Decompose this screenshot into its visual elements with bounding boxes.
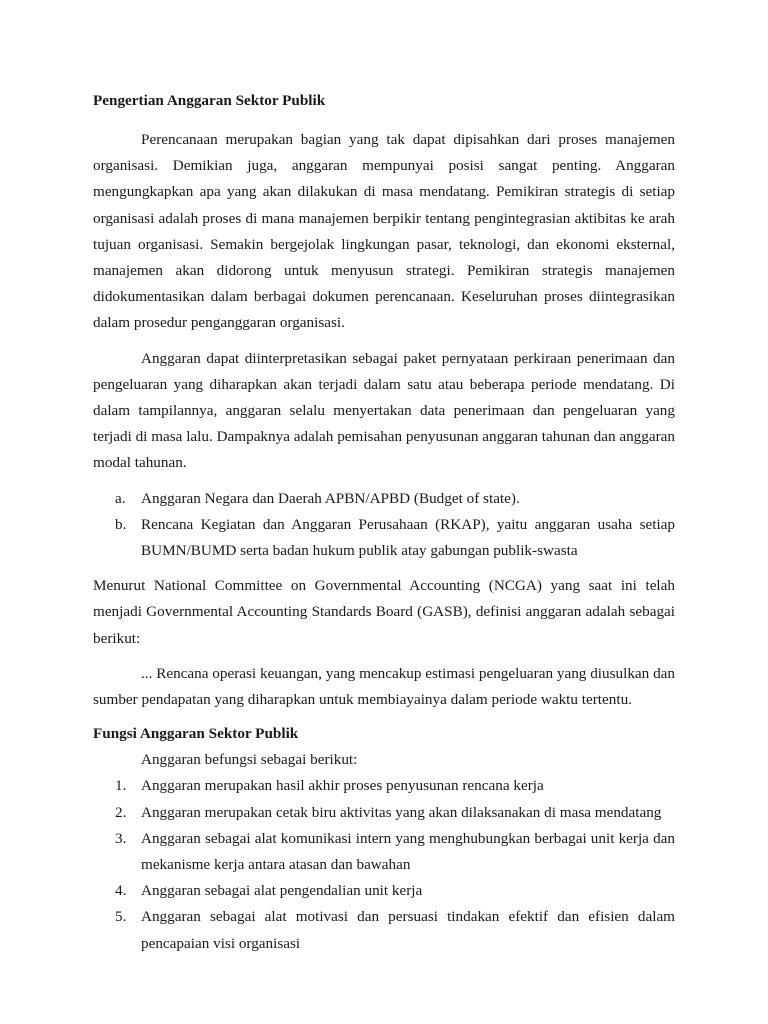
list-marker: 1. bbox=[115, 777, 127, 795]
list-marker: a. bbox=[115, 489, 126, 507]
list-item-text: Anggaran sebagai alat motivasi dan persuasi tindakan efektif dan efisien dalam pencapaian visi organisasi bbox=[141, 908, 675, 952]
list-item bbox=[93, 904, 675, 956]
list-item-text: Anggaran Negara dan Daerah APBN/APBD (Budget of state). bbox=[141, 489, 520, 507]
list-item bbox=[93, 878, 675, 904]
list-marker: 5. bbox=[115, 908, 127, 926]
list-item bbox=[93, 773, 675, 799]
list-item-text: Rencana Kegiatan dan Anggaran Perusahaan (RKAP), yaitu anggaran usaha setiap BUMN/BUMD serta badan hukum publik atay gabungan publik-swasta bbox=[141, 515, 675, 560]
section1-paragraph-3: Menurut National Committee on Governmental Accounting (NCGA) yang saat ini telah menjadi Governmental Accounting Standards Board (GASB), definisi anggaran adalah sebagai berikut: bbox=[93, 577, 675, 647]
section1-list bbox=[93, 486, 675, 565]
list-item-text: Anggaran sebagai alat pengendalian unit kerja bbox=[141, 882, 423, 900]
list-item bbox=[93, 486, 675, 512]
definition-quote: ... Rencana operasi keuangan, yang mencakup estimasi pengeluaran yang diusulkan dan sumber pendapatan yang diharapkan untuk membiayainya dalam periode waktu tertentu. bbox=[93, 664, 675, 709]
list-marker: b. bbox=[115, 515, 127, 533]
list-marker: 2. bbox=[115, 803, 127, 821]
section2-title: Fungsi Anggaran Sektor Publik bbox=[93, 725, 299, 743]
list-item bbox=[93, 512, 675, 564]
list-item-text: Anggaran merupakan hasil akhir proses penyusunan rencana kerja bbox=[141, 777, 544, 795]
list-item-text: Anggaran sebagai alat komunikasi intern yang menghubungkan berbagai unit kerja dan mekanisme kerja antara atasan dan bawahan bbox=[141, 829, 675, 874]
section2-list bbox=[93, 773, 675, 956]
section1-title: Pengertian Anggaran Sektor Publik bbox=[93, 92, 326, 109]
section1-paragraph-1: Perencanaan merupakan bagian yang tak dapat dipisahkan dari proses manajemen organisasi. Demikian juga, anggaran mempunyai posisi sangat penting. Anggaran mengungkapkan apa yang akan dilakukan di masa mendatang. Pemikiran strategis di setiap organisasi adalah proses di mana manajemen berpikir tentang pengintegrasian aktibitas ke arah tujuan organisasi. Semakin bergejolak lingkungan pasar, teknologi, dan ekonomi eksternal, manajemen akan didorong untuk menyusun strategi. Pemikiran strategis manajemen didokumentasikan dalam berbagai dokumen perencanaan. Keseluruhan proses diintegrasikan dalam prosedur penganggaran organisasi. bbox=[93, 131, 675, 332]
list-marker: 3. bbox=[115, 829, 127, 847]
list-item-text: Anggaran merupakan cetak biru aktivitas yang akan dilaksanakan di masa mendatang bbox=[141, 803, 662, 821]
list-item bbox=[93, 826, 675, 878]
list-item bbox=[93, 800, 675, 826]
section1-paragraph-2: Anggaran dapat diinterpretasikan sebagai paket pernyataan perkiraan penerimaan dan pengeluaran yang diharapkan akan terjadi dalam satu atau beberapa periode mendatang. Di dalam tampilannya, anggaran selalu menyertakan data penerimaan dan pengeluaran yang terjadi di masa lalu. Dampaknya adalah pemisahan penyusunan anggaran tahunan dan anggaran modal tahunan. bbox=[93, 349, 675, 472]
document-page bbox=[93, 84, 675, 957]
list-marker: 4. bbox=[115, 882, 127, 900]
section2-intro: Anggaran befungsi sebagai berikut: bbox=[141, 751, 358, 769]
